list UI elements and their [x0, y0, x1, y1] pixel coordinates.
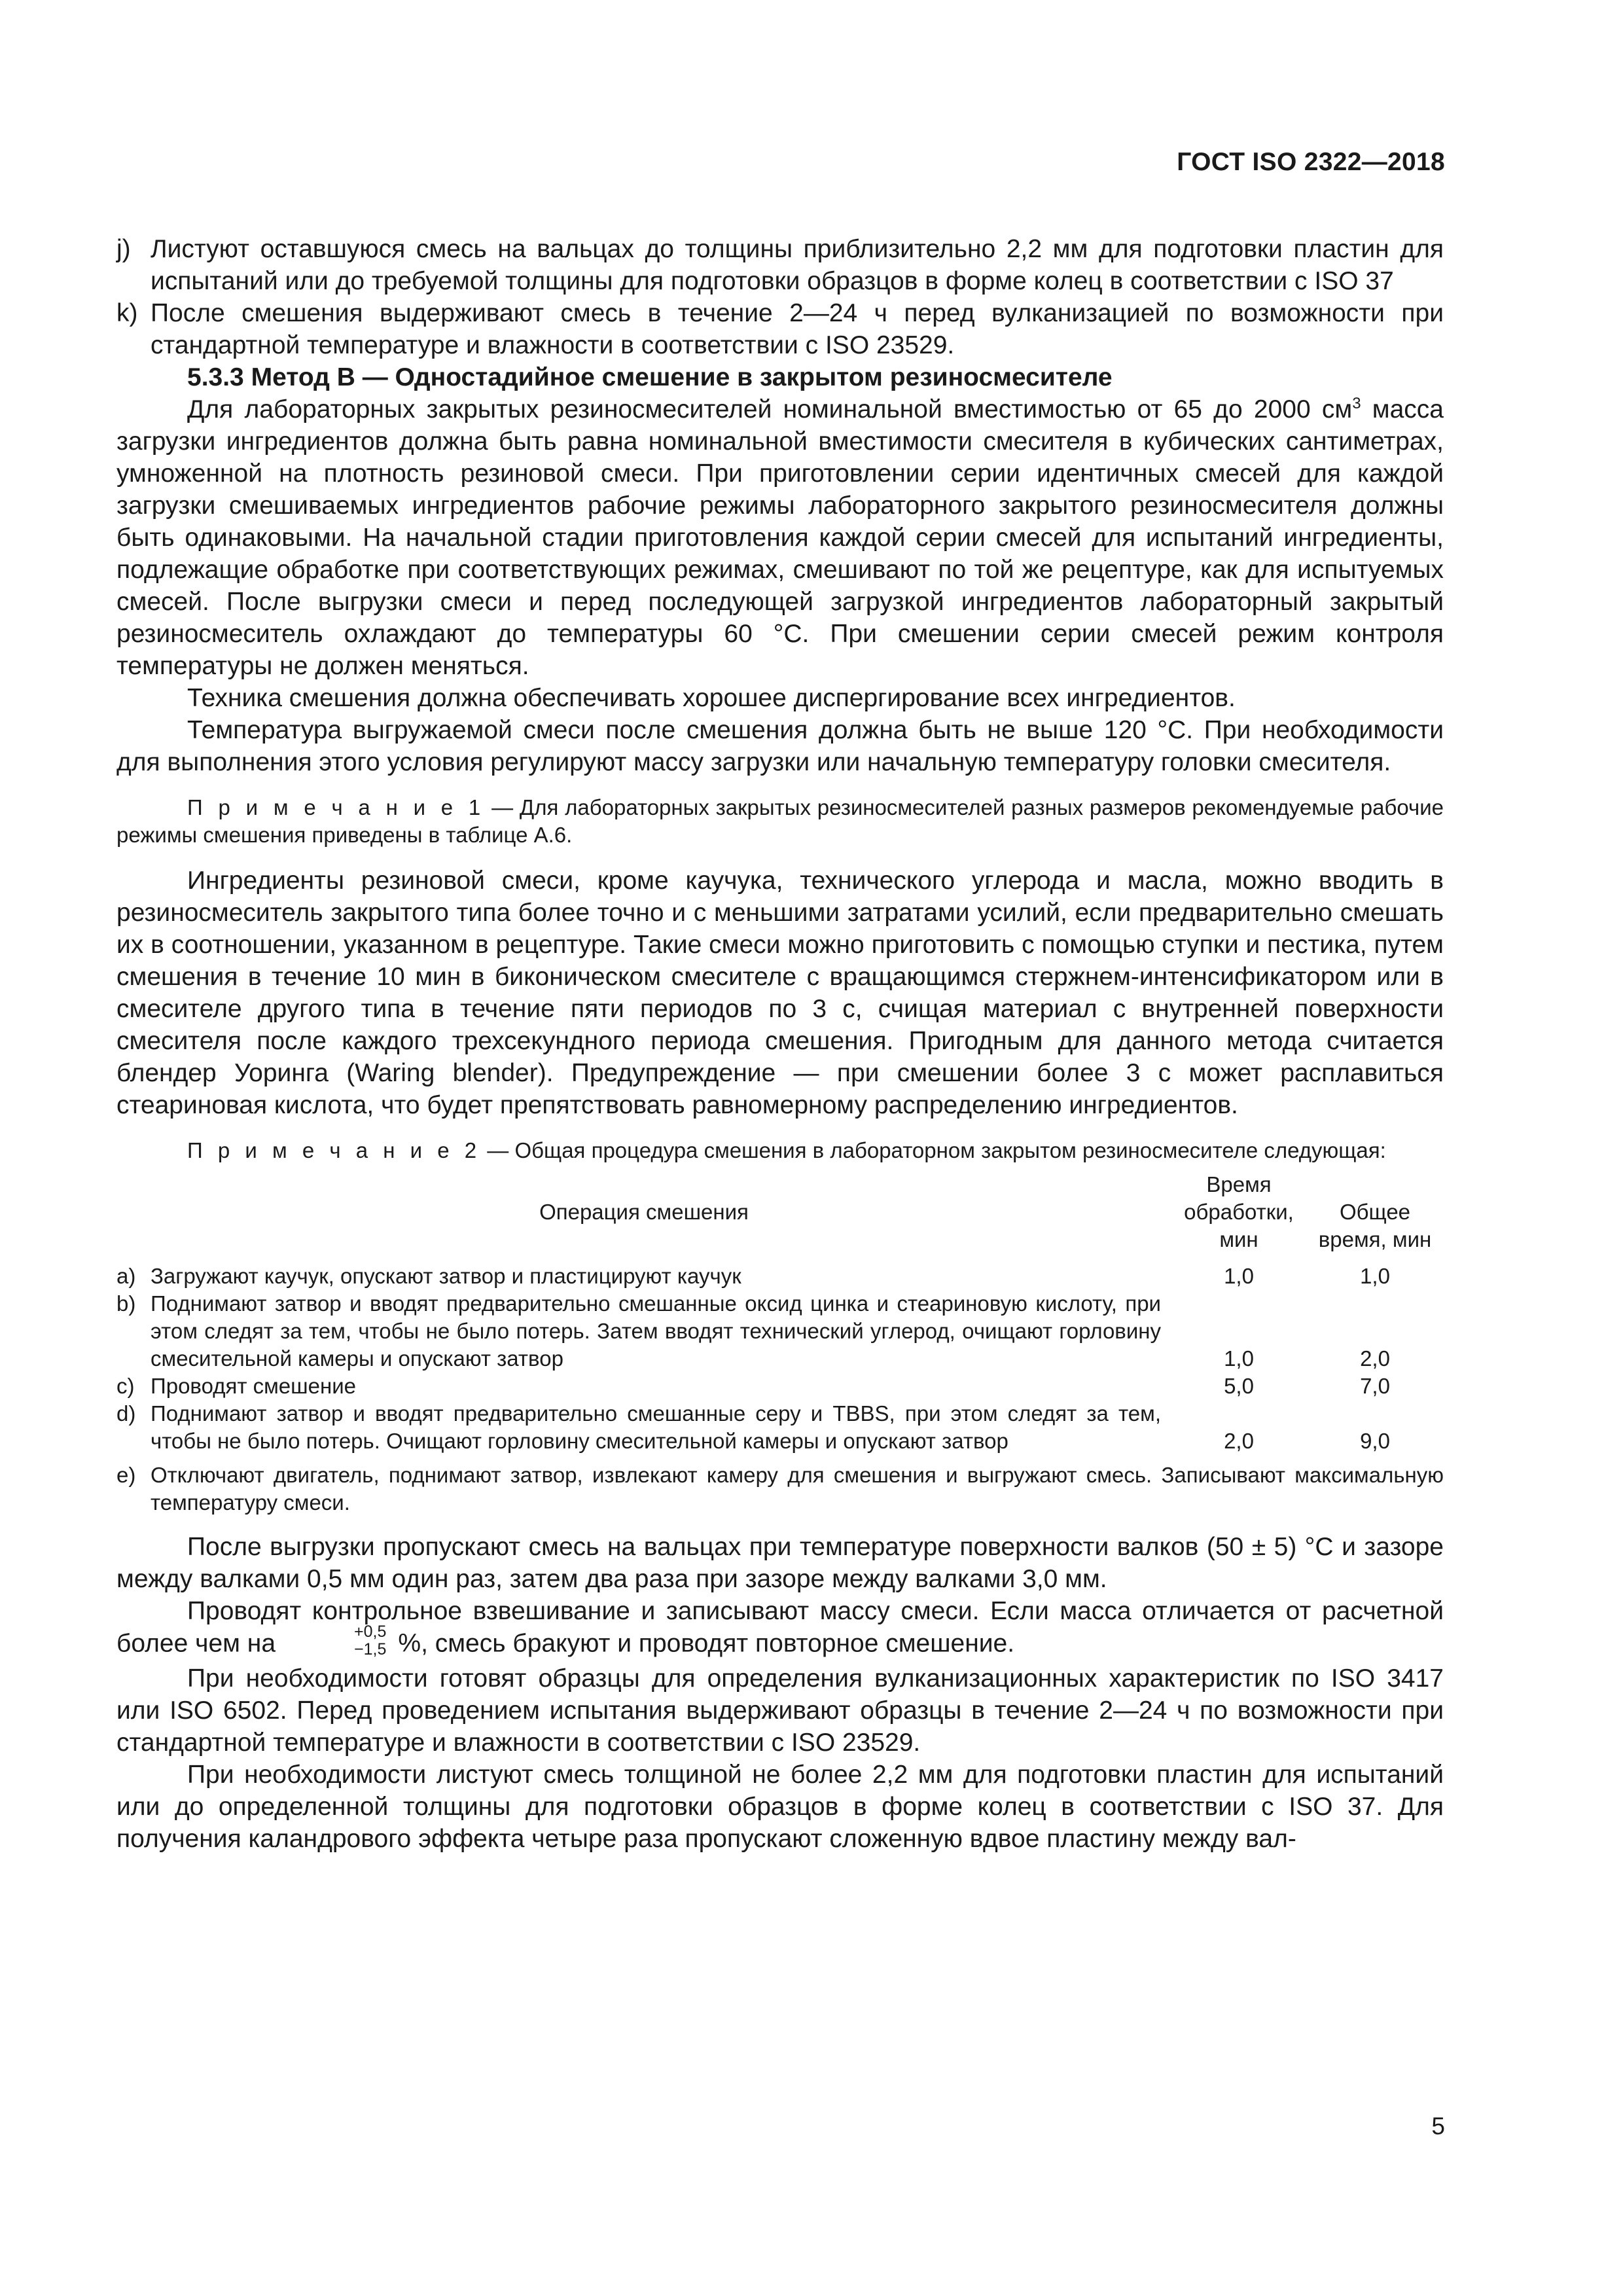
- row-total: 9,0: [1360, 1429, 1390, 1453]
- note-1: [116, 794, 1444, 849]
- row-time: 1,0: [1224, 1346, 1254, 1371]
- row-total: 2,0: [1360, 1346, 1390, 1371]
- row-marker: a): [116, 1264, 136, 1288]
- table-header-row: [116, 1171, 1444, 1263]
- row-marker: c): [116, 1374, 135, 1398]
- note-2: [116, 1137, 1444, 1164]
- doc-header-code: ГОСТ ISO 2322—2018: [1177, 148, 1445, 176]
- page-number: 5: [1431, 2113, 1445, 2140]
- tolerance-lower: −1,5: [354, 1640, 387, 1659]
- mixing-operations-table: [116, 1171, 1444, 1455]
- row-operation: Поднимают затвор и вводят предварительно смешанные оксид цинка и стеариновую кислоту, при этом следят за тем, чтобы не было потерь. Затем вводят технический углерод, очищают горловину смесительной камеры и опускают затвор: [151, 1291, 1161, 1371]
- list-marker: j): [116, 235, 131, 263]
- list-item-text: Листуют оставшуюся смесь на вальцах до толщины приблизительно 2,2 мм для подготовки пластин для испытаний или до требуемой толщины для подготовки образцов в форме колец в соответствии с ISO 37: [151, 235, 1444, 295]
- row-total: 1,0: [1360, 1264, 1390, 1288]
- paragraph-ingredients: Ингредиенты резиновой смеси, кроме каучука, технического углерода и масла, можно вводить в резиносмеситель закрытого типа более точно и с меньшими затратами усилий, если предварительно смешать их в соотношении, указанном в рецептуре. Такие смеси можно приготовить с помощью ступки и пестика, путем смешения в течение 10 мин в биконическом смесителе с вращающимся стержнем-интенсификатором или в смесителе другого типа в течение пяти периодов по 3 с, счищая материал с внутренней поверхности смесителя после каждого трехсекундного периода смешения. Пригодным для данного метода считается блендер Уоринга (Waring blender). Предупреждение — при смешении более 3 с может расплавиться стеариновая кислота, что будет препятствовать равномерному распределению ингредиентов.: [116, 867, 1444, 1119]
- column-header-operation: Операция смешения: [539, 1200, 749, 1224]
- tolerance-upper: +0,5: [354, 1623, 387, 1641]
- paragraph-specimens: При необходимости готовят образцы для определения вулканизационных характеристик по ISO 3417 или ISO 6502. Перед проведением испытания выдерживают образцы в течение 2—24 ч по возможности при стандартной температуре и влажности в соответствии с ISO 23529.: [116, 1664, 1444, 1757]
- table-row: [116, 1372, 1444, 1400]
- superscript: 3: [1352, 395, 1361, 412]
- paragraph-temperature: Температура выгружаемой смеси после смешения должна быть не выше 120 °C. При необходимости для выполнения этого условия регулируют массу загрузки или начальную температуру головки смесителя.: [116, 716, 1444, 776]
- row-marker: e): [116, 1463, 136, 1487]
- row-time: 2,0: [1224, 1429, 1254, 1453]
- document-body: [116, 233, 1444, 1855]
- paragraph-text: Для лабораторных закрытых резиносмесителей номинальной вместимостью от 65 до 2000 см: [187, 395, 1353, 423]
- list-item-k: [116, 297, 1444, 361]
- paragraph-text: Проводят контрольное взвешивание и записывают массу смеси. Если масса отличается от расчетной более чем на: [116, 1597, 1444, 1658]
- tolerance-value: [283, 1623, 386, 1659]
- note-prefix: П р и м е ч а н и е 1: [187, 795, 486, 819]
- paragraph-rolling: После выгрузки пропускают смесь на вальцах при температуре поверхности валков (50 ± 5) °C и зазоре между валками 0,5 мм один раз, затем два раза при зазоре между валками 3,0 мм.: [116, 1533, 1444, 1593]
- paragraph-technique: Техника смешения должна обеспечивать хорошее диспергирование всех ингредиентов.: [187, 684, 1236, 712]
- note-text: — Общая процедура смешения в лабораторном закрытом резиносмесителе следующая:: [481, 1138, 1386, 1162]
- table-row: [116, 1400, 1444, 1455]
- table-row: [116, 1263, 1444, 1290]
- note-text: — Для лабораторных закрытых резиносмесителей разных размеров рекомендуемые рабочие режимы смешения приведены в таблице А.6.: [116, 795, 1444, 847]
- row-operation: Проводят смешение: [151, 1374, 356, 1398]
- row-total: 7,0: [1360, 1374, 1390, 1398]
- note-prefix: П р и м е ч а н и е 2: [187, 1138, 482, 1162]
- column-header-total: Общее время, мин: [1318, 1200, 1432, 1251]
- paragraph-weighing: [116, 1595, 1444, 1662]
- row-time: 5,0: [1224, 1374, 1254, 1398]
- row-operation: Загружают каучук, опускают затвор и пластицируют каучук: [151, 1264, 741, 1288]
- row-marker: b): [116, 1291, 136, 1316]
- row-operation: Отключают двигатель, поднимают затвор, извлекают камеру для смешения и выгружают смесь. Записывают максимальную температуру смеси.: [151, 1463, 1444, 1515]
- paragraph-capacity: [116, 393, 1444, 682]
- row-marker: d): [116, 1401, 136, 1426]
- row-time: 1,0: [1224, 1264, 1254, 1288]
- table-row-final: [116, 1462, 1444, 1516]
- list-marker: k): [116, 299, 138, 327]
- paragraph-sheeting: При необходимости листуют смесь толщиной не более 2,2 мм для подготовки пластин для испытаний или до определенной толщины для подготовки образцов в форме колец в соответствии с ISO 37. Для получения каландрового эффекта четыре раза пропускают сложенную вдвое пластину между вал-: [116, 1761, 1444, 1853]
- paragraph-text: масса загрузки ингредиентов должна быть равна номинальной вместимости смесителя в кубических сантиметрах, умноженной на плотность резиновой смеси. При приготовлении серии идентичных смесей для каждой загрузки смешиваемых ингредиентов рабочие режимы лабораторного закрытого резиносмесителя должны быть одинаковыми. На начальной стадии приготовления каждой серии смесей для испытаний ингредиенты, подлежащие обработке при соответствующих режимах, смешивают по той же рецептуре, как для испытуемых смесей. После выгрузки смеси и перед последующей загрузкой ингредиентов лабораторный закрытый резиносмеситель охлаждают до температуры 60 °C. При смешении серии смесей режим контроля температуры не должен меняться.: [116, 395, 1444, 680]
- column-header-time: Время обработки, мин: [1184, 1172, 1294, 1251]
- paragraph-text: %, смесь бракуют и проводят повторное смешение.: [398, 1629, 1015, 1658]
- list-item-j: [116, 233, 1444, 297]
- section-heading: 5.3.3 Метод В — Одностадийное смешение в закрытом резиносмесителе: [187, 363, 1113, 391]
- list-item-text: После смешения выдерживают смесь в течение 2—24 ч перед вулканизацией по возможности при стандартной температуре и влажности в соответствии с ISO 23529.: [151, 299, 1444, 359]
- table-row: [116, 1290, 1444, 1372]
- row-operation: Поднимают затвор и вводят предварительно смешанные серу и TBBS, при этом следят за тем, чтобы не было потерь. Очищают горловину смесительной камеры и опускают затвор: [151, 1401, 1161, 1453]
